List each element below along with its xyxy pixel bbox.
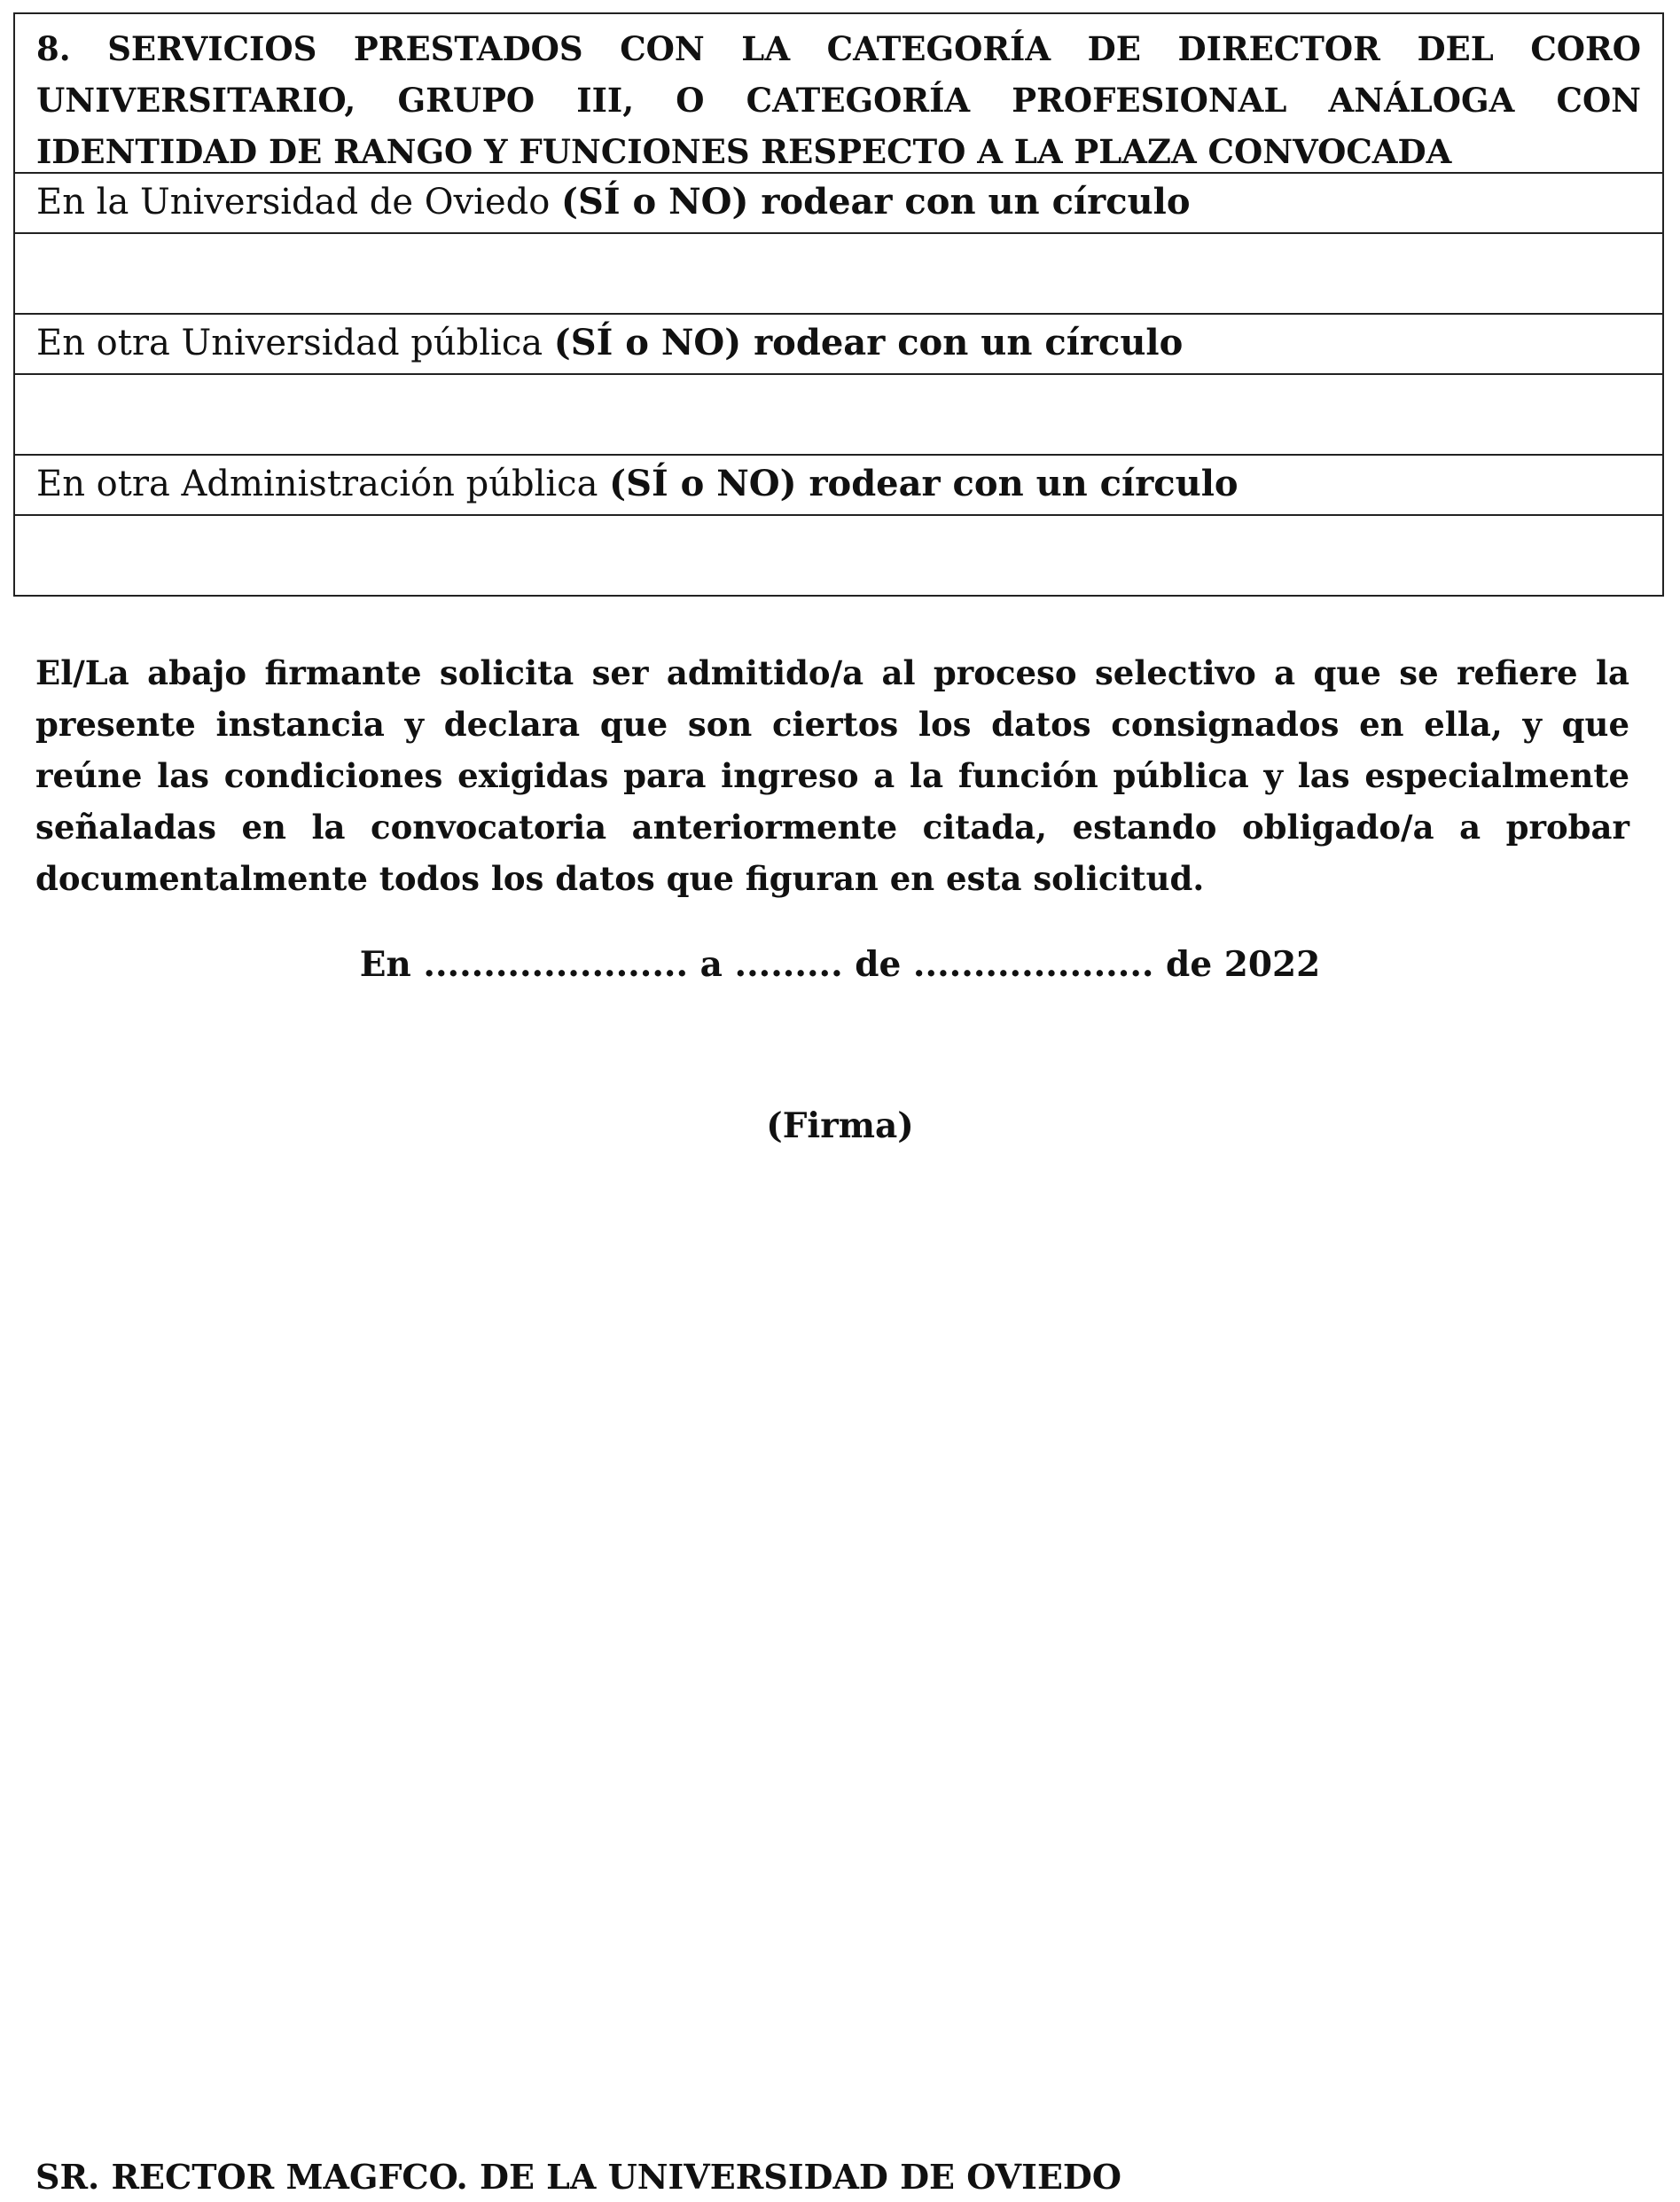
- field-otra-universidad[interactable]: [15, 373, 1662, 454]
- services-table: [13, 12, 1664, 597]
- signature-label: (Firma): [766, 1105, 914, 1146]
- field-universidad-oviedo[interactable]: [15, 232, 1662, 313]
- si-no-option[interactable]: (SÍ o NO) rodear con un círculo: [609, 463, 1239, 504]
- row-label: En otra Universidad pública: [36, 323, 554, 363]
- row-label: En la Universidad de Oviedo: [36, 182, 562, 223]
- field-otra-administracion[interactable]: [15, 514, 1662, 595]
- declaration-paragraph: El/La abajo firmante solicita ser admitido/a al proceso selectivo a que se refiere la presente instancia y declara que son ciertos los datos consignados en ella, y que reúne las condiciones exigidas para ingreso a la función pública y las especialmente señaladas en la convocatoria anteriormente citada, estando obligado/a a probar documentalmente todos los datos que figuran en esta solicitud.: [35, 653, 1629, 898]
- addressee-line: SR. RECTOR MAGFCO. DE LA UNIVERSIDAD DE OVIEDO: [35, 2157, 1121, 2197]
- row-otra-universidad: [15, 313, 1662, 373]
- si-no-option[interactable]: (SÍ o NO) rodear con un círculo: [553, 322, 1184, 363]
- row-label: En otra Administración pública: [36, 464, 610, 504]
- row-universidad-oviedo: [15, 172, 1662, 232]
- row-otra-administracion: [15, 454, 1662, 514]
- si-no-option[interactable]: (SÍ o NO) rodear con un círculo: [561, 181, 1191, 223]
- section-heading: 8. SERVICIOS PRESTADOS CON LA CATEGORÍA DE DIRECTOR DEL CORO UNIVERSITARIO, GRUPO III, O CATEGORÍA PROFESIONAL ANÁLOGA CON IDENTIDAD DE RANGO Y FUNCIONES RESPECTO A LA PLAZA CONVOCADA: [36, 29, 1641, 171]
- date-place-line[interactable]: En ...................... a ......... de .................... de 2022: [359, 944, 1321, 985]
